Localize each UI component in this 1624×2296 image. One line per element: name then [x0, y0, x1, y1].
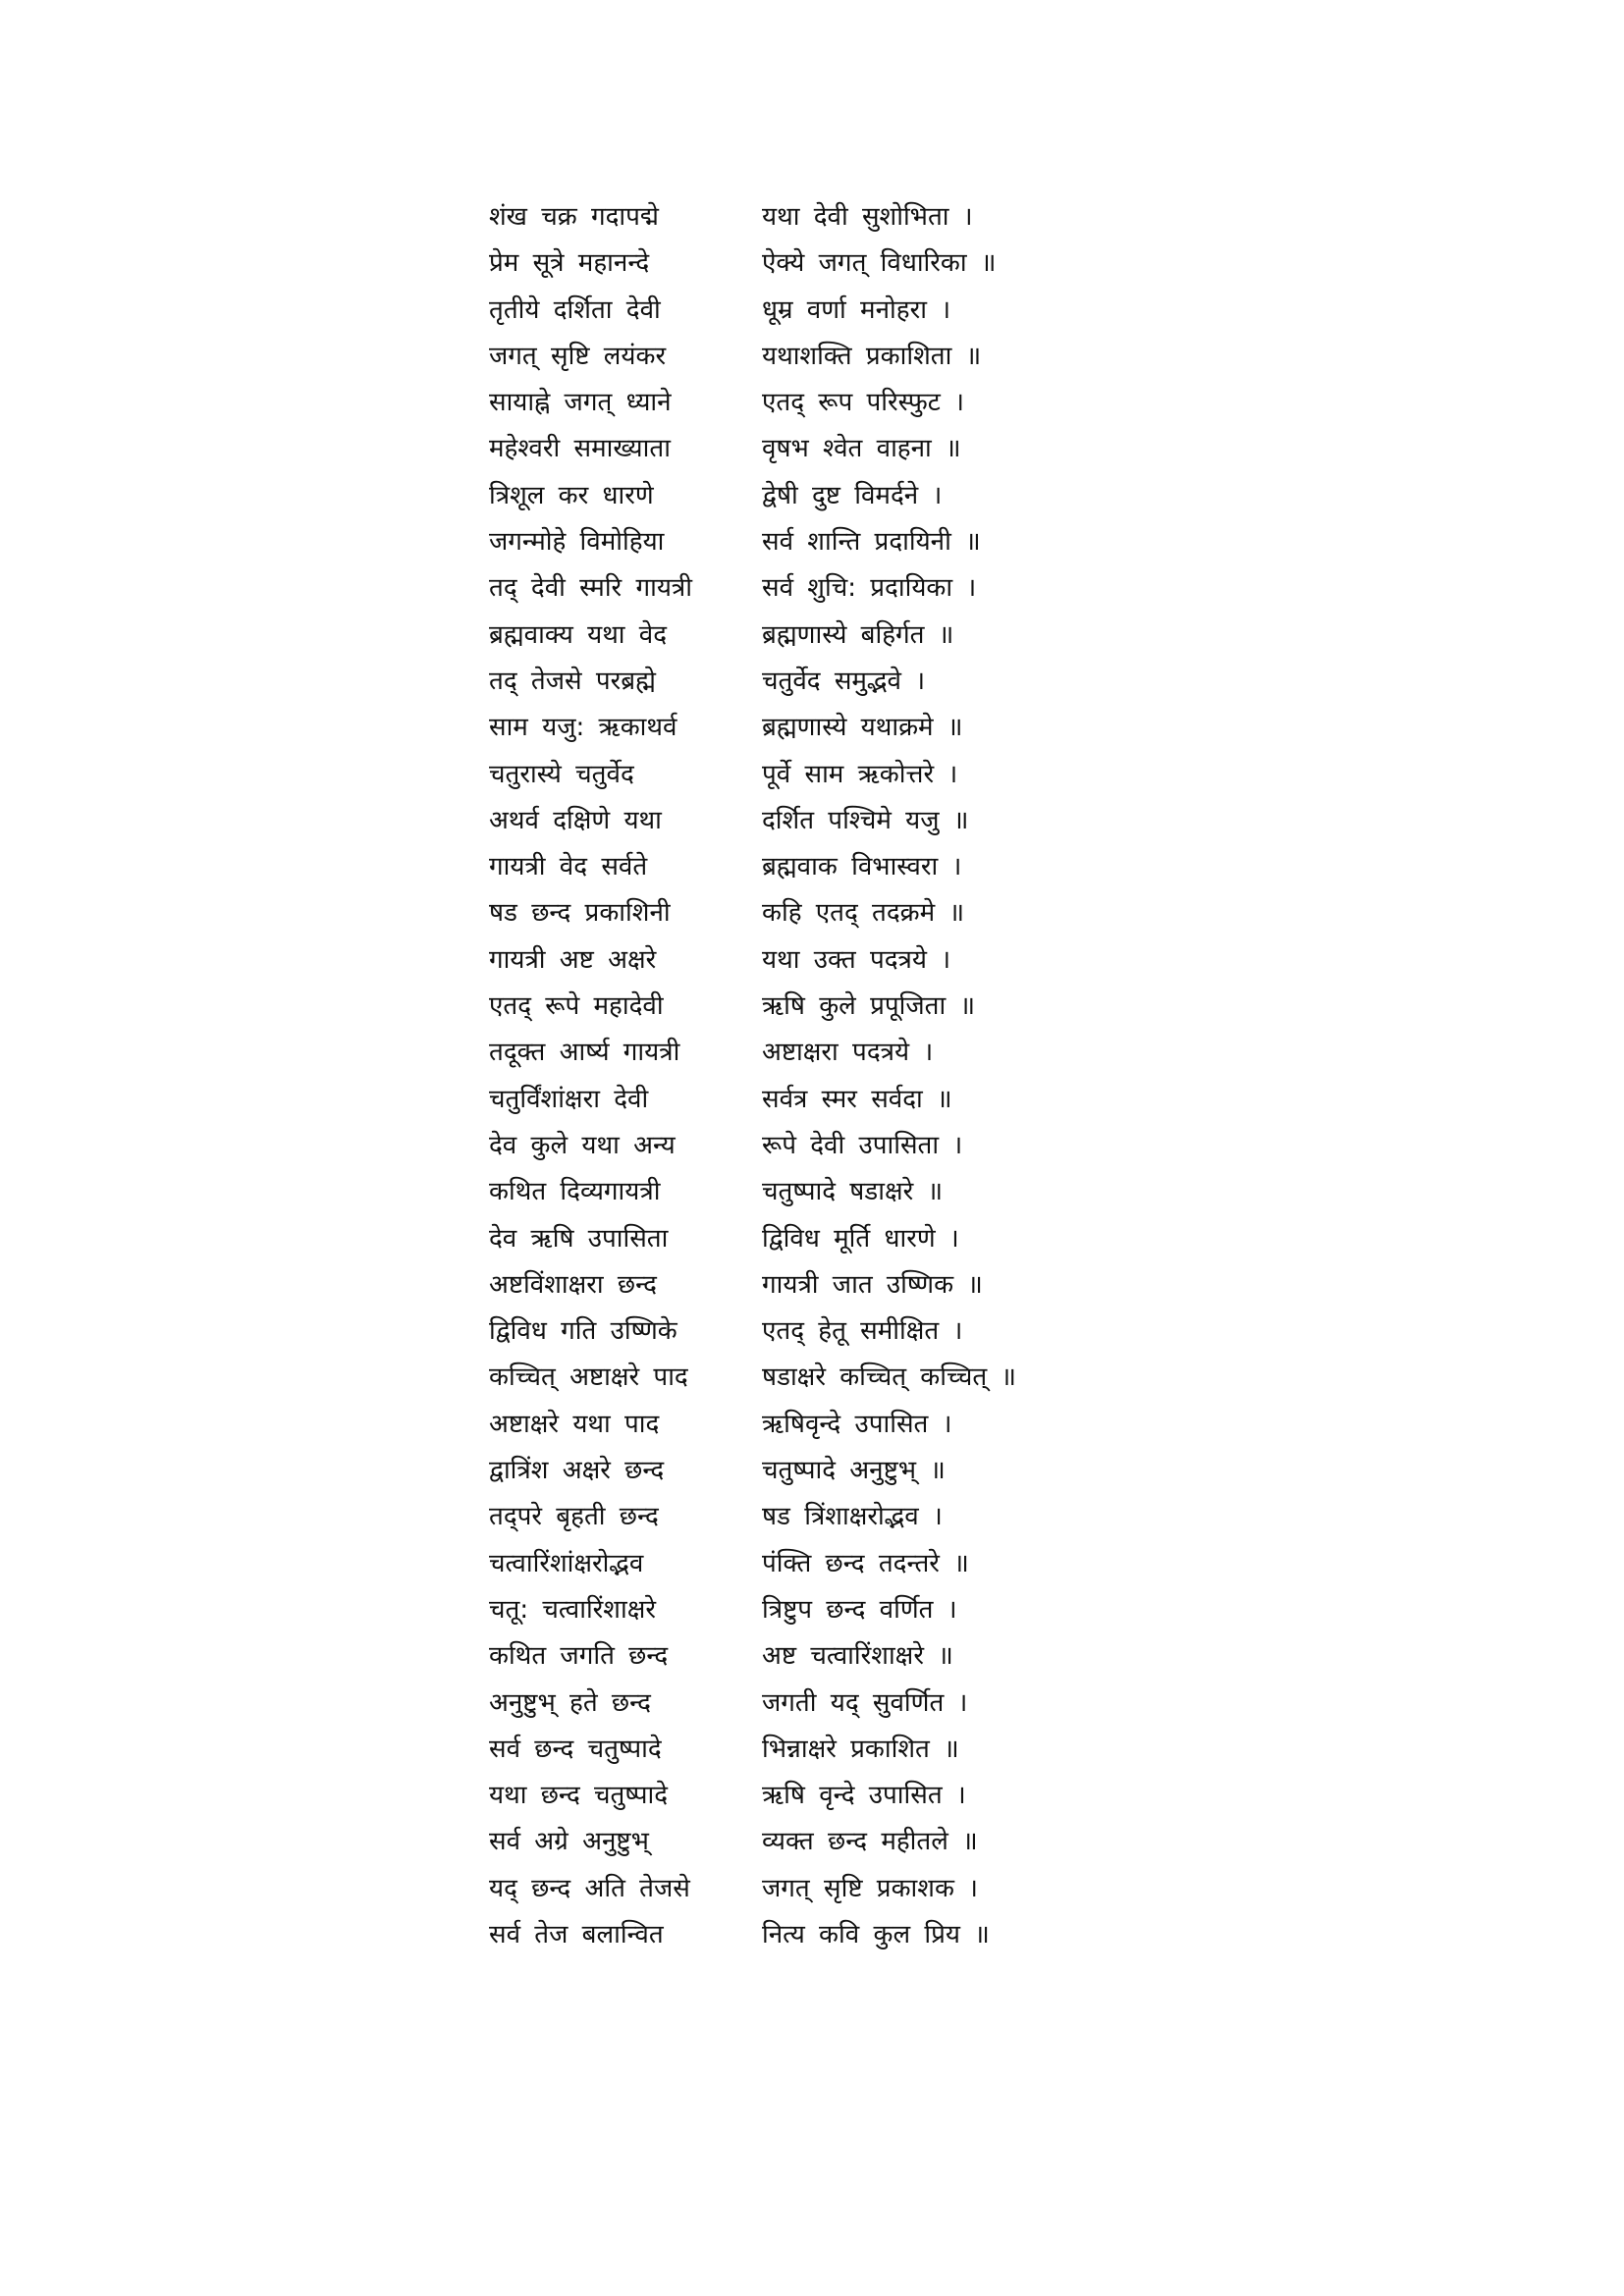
- verse-second-half: चतुष्पादे अनुष्टुभ् ॥: [762, 1456, 946, 1486]
- verse-second-half: एतद् रूप परिस्फुट ।: [762, 388, 965, 418]
- verse-line: [489, 798, 1098, 844]
- verse-first-half: देव कुले यथा अन्य: [489, 1130, 676, 1160]
- verse-line: [489, 1169, 1098, 1215]
- verse-second-half: यथा देवी सुशोभिता ।: [762, 202, 973, 232]
- verse-second-half: ऋषि कुले प्रपूजिता ॥: [762, 991, 976, 1022]
- verse-second-half: त्रिष्टुप छन्द वर्णित ।: [762, 1594, 957, 1625]
- verse-line: [489, 1355, 1098, 1401]
- verse-first-half: जगत् सृष्टि लयंकर: [489, 341, 667, 371]
- verse-line: [489, 334, 1098, 380]
- verse-first-half: ब्रह्मवाक्य यथा वेद: [489, 619, 668, 650]
- verse-line: [489, 1587, 1098, 1633]
- verse-line: [489, 1727, 1098, 1773]
- verse-second-half: यथाशक्ति प्रकाशिता ॥: [762, 341, 982, 371]
- verse-second-half: सर्व शान्ति प्रदायिनी ॥: [762, 527, 981, 558]
- verse-second-half: दर्शित पश्चिमे यजु ॥: [762, 805, 969, 835]
- verse-first-half: सर्व अग्रे अनुष्टुभ्: [489, 1827, 649, 1857]
- verse-first-half: कथित दिव्यगायत्री: [489, 1177, 661, 1207]
- verse-second-half: भिन्नाक्षरे प्रकाशित ॥: [762, 1734, 959, 1764]
- verse-line: [489, 565, 1098, 612]
- verse-line: [489, 519, 1098, 565]
- verse-second-half: ऋषि वृन्दे उपासित ।: [762, 1781, 966, 1811]
- verse-first-half: कथित जगति छन्द: [489, 1641, 669, 1672]
- verse-second-half: एतद् हेतू समीक्षित ।: [762, 1316, 963, 1347]
- verse-first-half: अष्टविंशाक्षरा छन्द: [489, 1269, 657, 1300]
- verse-line: [489, 240, 1098, 287]
- verse-line: [489, 1866, 1098, 1912]
- verse-block: [489, 194, 1098, 1958]
- verse-first-half: प्रेम सूत्रे महानन्दे: [489, 248, 650, 279]
- verse-second-half: गायत्री जात उष्णिक ॥: [762, 1269, 983, 1300]
- verse-first-half: जगन्मोहे विमोहिया: [489, 527, 665, 558]
- verse-first-half: कच्चित् अष्टाक्षरे पाद: [489, 1362, 688, 1393]
- verse-line: [489, 1216, 1098, 1262]
- verse-line: [489, 752, 1098, 798]
- verse-first-half: गायत्री अष्ट अक्षरे: [489, 944, 657, 975]
- verse-line: [489, 1448, 1098, 1494]
- verse-second-half: कहि एतद् तदक्रमे ॥: [762, 898, 965, 929]
- verse-first-half: यथा छन्द चतुष्पादे: [489, 1781, 669, 1811]
- verse-first-half: महेश्वरी समाख्याता: [489, 434, 671, 464]
- verse-first-half: तृतीये दर्शिता देवी: [489, 294, 661, 325]
- verse-first-half: सर्व तेज बलान्वित: [489, 1919, 664, 1949]
- verse-first-half: षड छन्द प्रकाशिनी: [489, 898, 671, 929]
- verse-line: [489, 1912, 1098, 1958]
- verse-second-half: वृषभ श्वेत वाहना ॥: [762, 434, 961, 464]
- verse-first-half: तद्परे बृहती छन्द: [489, 1502, 659, 1532]
- verse-first-half: तद् देवी स्मरि गायत्री: [489, 573, 692, 604]
- verse-second-half: षडाक्षरे कच्चित् कच्चित् ॥: [762, 1362, 1016, 1393]
- verse-first-half: एतद् रूपे महादेवी: [489, 991, 664, 1022]
- verse-first-half: चतू: चत्वारिंशाक्षरे: [489, 1594, 657, 1625]
- verse-second-half: पूर्वे साम ऋकोत्तरे ।: [762, 759, 958, 789]
- verse-line: [489, 844, 1098, 890]
- verse-line: [489, 1773, 1098, 1819]
- verse-line: [489, 1077, 1098, 1123]
- verse-first-half: देव ऋषि उपासिता: [489, 1223, 669, 1254]
- verse-line: [489, 1402, 1098, 1448]
- verse-line: [489, 613, 1098, 659]
- verse-line: [489, 426, 1098, 472]
- verse-first-half: चतुर्विंशांक्षरा देवी: [489, 1084, 649, 1114]
- verse-line: [489, 1308, 1098, 1355]
- verse-second-half: व्यक्त छन्द महीतले ॥: [762, 1827, 978, 1857]
- verse-second-half: चतुर्वेद समुद्भवे ।: [762, 666, 926, 696]
- verse-first-half: द्विविध गति उष्णिके: [489, 1316, 677, 1347]
- verse-line: [489, 659, 1098, 705]
- verse-first-half: अथर्व दक्षिणे यथा: [489, 805, 662, 835]
- verse-first-half: यद् छन्द अति तेजसे: [489, 1873, 690, 1903]
- verse-second-half: चतुष्पादे षडाक्षरे ॥: [762, 1177, 944, 1207]
- verse-second-half: धूम्र वर्णा मनोहरा ।: [762, 294, 951, 325]
- verse-first-half: चत्वारिंशांक्षरोद्भव: [489, 1548, 644, 1578]
- verse-second-half: सर्व शुचि: प्रदायिका ।: [762, 573, 977, 604]
- verse-first-half: शंख चक्र गदापद्मे: [489, 202, 659, 232]
- verse-second-half: जगती यद् सुवर्णित ।: [762, 1687, 968, 1718]
- verse-line: [489, 1123, 1098, 1169]
- verse-second-half: रूपे देवी उपासिता ।: [762, 1130, 963, 1160]
- verse-line: [489, 1633, 1098, 1680]
- verse-second-half: द्विविध मूर्ति धारणे ।: [762, 1223, 959, 1254]
- verse-first-half: सर्व छन्द चतुष्पादे: [489, 1734, 662, 1764]
- verse-line: [489, 1681, 1098, 1727]
- verse-second-half: षड त्रिंशाक्षरोद्भव ।: [762, 1502, 943, 1532]
- verse-first-half: साम यजु: ऋकाथर्व: [489, 713, 677, 743]
- verse-second-half: ब्रह्मवाक विभास्वरा ।: [762, 852, 962, 882]
- verse-second-half: अष्टाक्षरा पदत्रये ।: [762, 1038, 934, 1068]
- verse-first-half: अष्टाक्षरे यथा पाद: [489, 1409, 660, 1439]
- verse-second-half: नित्य कवि कुल प्रिय ॥: [762, 1919, 990, 1949]
- verse-first-half: तदूक्त आर्ष्य गायत्री: [489, 1038, 680, 1068]
- verse-line: [489, 705, 1098, 751]
- verse-second-half: यथा उक्त पदत्रये ।: [762, 944, 951, 975]
- verse-line: [489, 937, 1098, 984]
- verse-line: [489, 1030, 1098, 1076]
- verse-line: [489, 380, 1098, 426]
- verse-second-half: ब्रह्मणास्ये यथाक्रमे ॥: [762, 713, 963, 743]
- verse-first-half: गायत्री वेद सर्वते: [489, 852, 648, 882]
- verse-second-half: ऋषिवृन्दे उपासित ।: [762, 1409, 952, 1439]
- verse-second-half: जगत् सृष्टि प्रकाशक ।: [762, 1873, 979, 1903]
- verse-second-half: सर्वत्र स्मर सर्वदा ॥: [762, 1084, 952, 1114]
- verse-first-half: द्वात्रिंश अक्षरे छन्द: [489, 1456, 665, 1486]
- verse-line: [489, 1494, 1098, 1540]
- verse-second-half: अष्ट चत्वारिंशाक्षरे ॥: [762, 1641, 953, 1672]
- verse-line: [489, 1819, 1098, 1865]
- verse-line: [489, 473, 1098, 519]
- verse-first-half: त्रिशूल कर धारणे: [489, 480, 654, 510]
- verse-line: [489, 1262, 1098, 1308]
- verse-first-half: अनुष्टुभ् हते छन्द: [489, 1687, 651, 1718]
- verse-line: [489, 194, 1098, 240]
- verse-first-half: सायाह्ने जगत् ध्याने: [489, 388, 672, 418]
- verse-second-half: द्वेषी दुष्ट विमर्दने ।: [762, 480, 943, 510]
- verse-second-half: पंक्ति छन्द तदन्तरे ॥: [762, 1548, 969, 1578]
- verse-line: [489, 288, 1098, 334]
- verse-second-half: ब्रह्मणास्ये बहिर्गत ॥: [762, 619, 954, 650]
- verse-first-half: चतुरास्ये चतुर्वेद: [489, 759, 634, 789]
- verse-second-half: ऐक्ये जगत् विधारिका ॥: [762, 248, 997, 279]
- verse-first-half: तद् तेजसे परब्रह्मे: [489, 666, 656, 696]
- verse-line: [489, 984, 1098, 1030]
- verse-line: [489, 1541, 1098, 1587]
- verse-line: [489, 890, 1098, 936]
